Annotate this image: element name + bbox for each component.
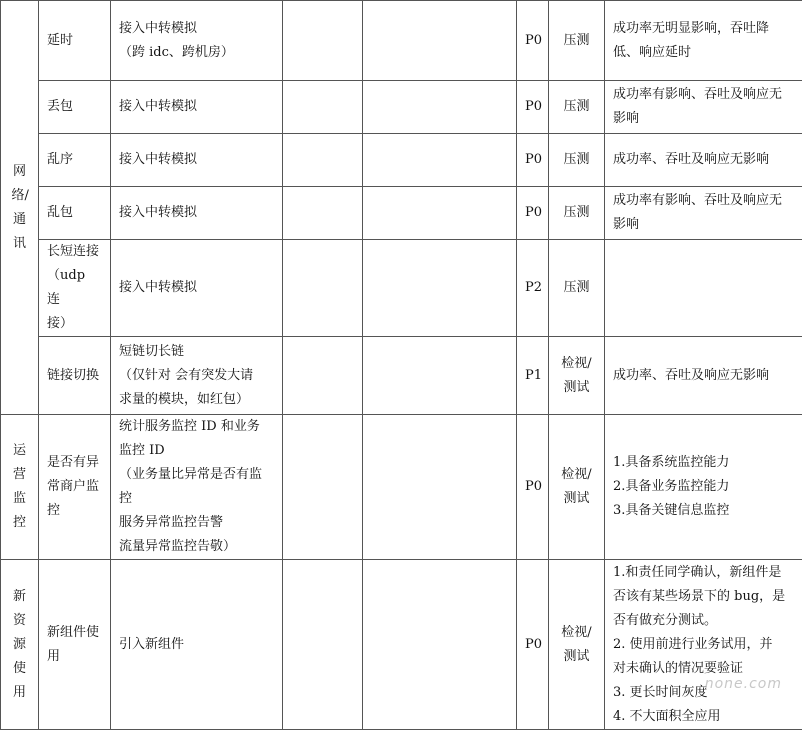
method-text: 流量异常监控告敬） <box>119 535 274 559</box>
result-cell <box>605 81 802 134</box>
table-row <box>1 415 802 560</box>
item-cell <box>39 415 111 560</box>
result-text: 对未确认的情况要验证 <box>613 657 794 681</box>
result-cell <box>605 187 802 240</box>
table-row <box>1 1 802 81</box>
test-type-cell <box>549 187 605 240</box>
method-cell <box>111 337 283 415</box>
item-cell <box>39 134 111 187</box>
result-cell <box>605 560 802 730</box>
category-label: 运营监控 <box>12 439 28 535</box>
table-row <box>1 337 802 415</box>
method-text: 接入中转模拟 <box>119 148 274 172</box>
result-text: 1.具备系统监控能力 <box>613 451 794 475</box>
test-type-cell <box>549 415 605 560</box>
result-text: 成功率无明显影响，吞吐降 <box>613 17 794 41</box>
test-type-text: 检视/ <box>557 352 596 376</box>
item-cell <box>39 240 111 337</box>
method-text: 接入中转模拟 <box>119 95 274 119</box>
item-cell <box>39 337 111 415</box>
result-text: 成功率、吞吐及响应无影响 <box>613 364 794 388</box>
item-text: 丢包 <box>47 95 102 119</box>
method-text: 接入中转模拟 <box>119 201 274 225</box>
priority-cell: P0 <box>517 415 549 560</box>
method-text: 引入新组件 <box>119 633 274 657</box>
priority-cell: P0 <box>517 1 549 81</box>
priority-cell: P2 <box>517 240 549 337</box>
method-text: （跨 idc、跨机房） <box>119 41 274 65</box>
watermark: none.com <box>705 676 782 692</box>
result-text: 成功率、吞吐及响应无影响 <box>613 148 794 172</box>
table-row <box>1 187 802 240</box>
blank-cell <box>363 415 517 560</box>
category-cell-monitoring <box>1 415 39 560</box>
blank-cell <box>363 560 517 730</box>
test-type-text: 压测 <box>557 29 596 53</box>
method-text: 接入中转模拟 <box>119 17 274 41</box>
test-type-text: 压测 <box>557 201 596 225</box>
blank-cell <box>363 240 517 337</box>
test-type-cell <box>549 560 605 730</box>
item-text: 常商户监 <box>47 475 102 499</box>
method-cell <box>111 134 283 187</box>
method-text: （仅针对 会有突发大请 <box>119 364 274 388</box>
blank-cell <box>363 337 517 415</box>
item-text: 用 <box>47 645 102 669</box>
result-text: 2.具备业务监控能力 <box>613 475 794 499</box>
result-cell <box>605 337 802 415</box>
result-text: 成功率有影响、吞吐及响应无 <box>613 83 794 107</box>
test-type-text: 测试 <box>557 487 596 511</box>
item-text: 控 <box>47 499 102 523</box>
blank-cell <box>283 560 363 730</box>
method-cell <box>111 560 283 730</box>
result-text: 否有做充分测试。 <box>613 609 794 633</box>
method-text: 短链切长链 <box>119 340 274 364</box>
test-type-text: 压测 <box>557 148 596 172</box>
item-cell <box>39 187 111 240</box>
blank-cell <box>283 1 363 81</box>
item-text: 是否有异 <box>47 451 102 475</box>
blank-cell <box>363 1 517 81</box>
result-text: 4. 不大面积全应用 <box>613 705 794 729</box>
item-cell <box>39 1 111 81</box>
result-cell <box>605 240 802 337</box>
item-text: （udp 连 <box>47 264 102 312</box>
item-cell <box>39 560 111 730</box>
blank-cell <box>283 187 363 240</box>
blank-cell <box>363 134 517 187</box>
item-text: 延时 <box>47 29 102 53</box>
blank-cell <box>283 415 363 560</box>
method-cell <box>111 187 283 240</box>
priority-cell: P0 <box>517 81 549 134</box>
item-text: 长短连接 <box>47 240 102 264</box>
method-text: 接入中转模拟 <box>119 276 274 300</box>
method-text: 服务异常监控告警 <box>119 511 274 535</box>
item-text: 乱包 <box>47 201 102 225</box>
result-cell <box>605 1 802 81</box>
result-cell <box>605 134 802 187</box>
blank-cell <box>283 81 363 134</box>
result-text: 影响 <box>613 107 794 131</box>
method-cell <box>111 240 283 337</box>
result-text: 低、响应延时 <box>613 41 794 65</box>
item-text: 新组件使 <box>47 621 102 645</box>
result-text: 2. 使用前进行业务试用，并 <box>613 633 794 657</box>
priority-cell: P1 <box>517 337 549 415</box>
method-text: 统计服务监控 ID 和业务 <box>119 415 274 439</box>
result-text: 否该有某些场景下的 bug，是 <box>613 585 794 609</box>
blank-cell <box>283 337 363 415</box>
test-type-text: 测试 <box>557 645 596 669</box>
category-cell-network <box>1 1 39 415</box>
test-type-cell <box>549 1 605 81</box>
result-text: 3. 更长时间灰度 <box>613 681 794 705</box>
priority-cell: P0 <box>517 134 549 187</box>
method-text: 控 <box>119 487 274 511</box>
table-row <box>1 81 802 134</box>
result-text: 3.具备关键信息监控 <box>613 499 794 523</box>
table-row <box>1 134 802 187</box>
item-text: 接） <box>47 312 102 336</box>
item-text: 乱序 <box>47 148 102 172</box>
category-cell-new-resource <box>1 560 39 730</box>
category-label: 网络/通讯 <box>12 160 28 256</box>
method-cell <box>111 415 283 560</box>
method-cell <box>111 1 283 81</box>
test-type-text: 压测 <box>557 276 596 300</box>
blank-cell <box>363 81 517 134</box>
table-row <box>1 240 802 337</box>
priority-cell: P0 <box>517 187 549 240</box>
test-type-cell <box>549 240 605 337</box>
item-cell <box>39 81 111 134</box>
blank-cell <box>363 187 517 240</box>
method-text: 求量的模块，如红包） <box>119 388 274 412</box>
result-text: 成功率有影响、吞吐及响应无 <box>613 189 794 213</box>
result-cell <box>605 415 802 560</box>
test-type-cell <box>549 81 605 134</box>
result-text: 1.和责任同学确认，新组件是 <box>613 561 794 585</box>
blank-cell <box>283 240 363 337</box>
test-type-text: 检视/ <box>557 463 596 487</box>
category-label: 新资源使用 <box>12 585 28 705</box>
priority-cell: P0 <box>517 560 549 730</box>
test-type-text: 压测 <box>557 95 596 119</box>
test-type-text: 测试 <box>557 376 596 400</box>
method-cell <box>111 81 283 134</box>
test-type-cell <box>549 134 605 187</box>
table-body <box>1 1 802 730</box>
method-text: 监控 ID <box>119 439 274 463</box>
blank-cell <box>283 134 363 187</box>
item-text: 链接切换 <box>47 364 102 388</box>
test-type-text: 检视/ <box>557 621 596 645</box>
result-text: 影响 <box>613 213 794 237</box>
method-text: （业务量比异常是否有监 <box>119 463 274 487</box>
test-type-cell <box>549 337 605 415</box>
table-row <box>1 560 802 730</box>
